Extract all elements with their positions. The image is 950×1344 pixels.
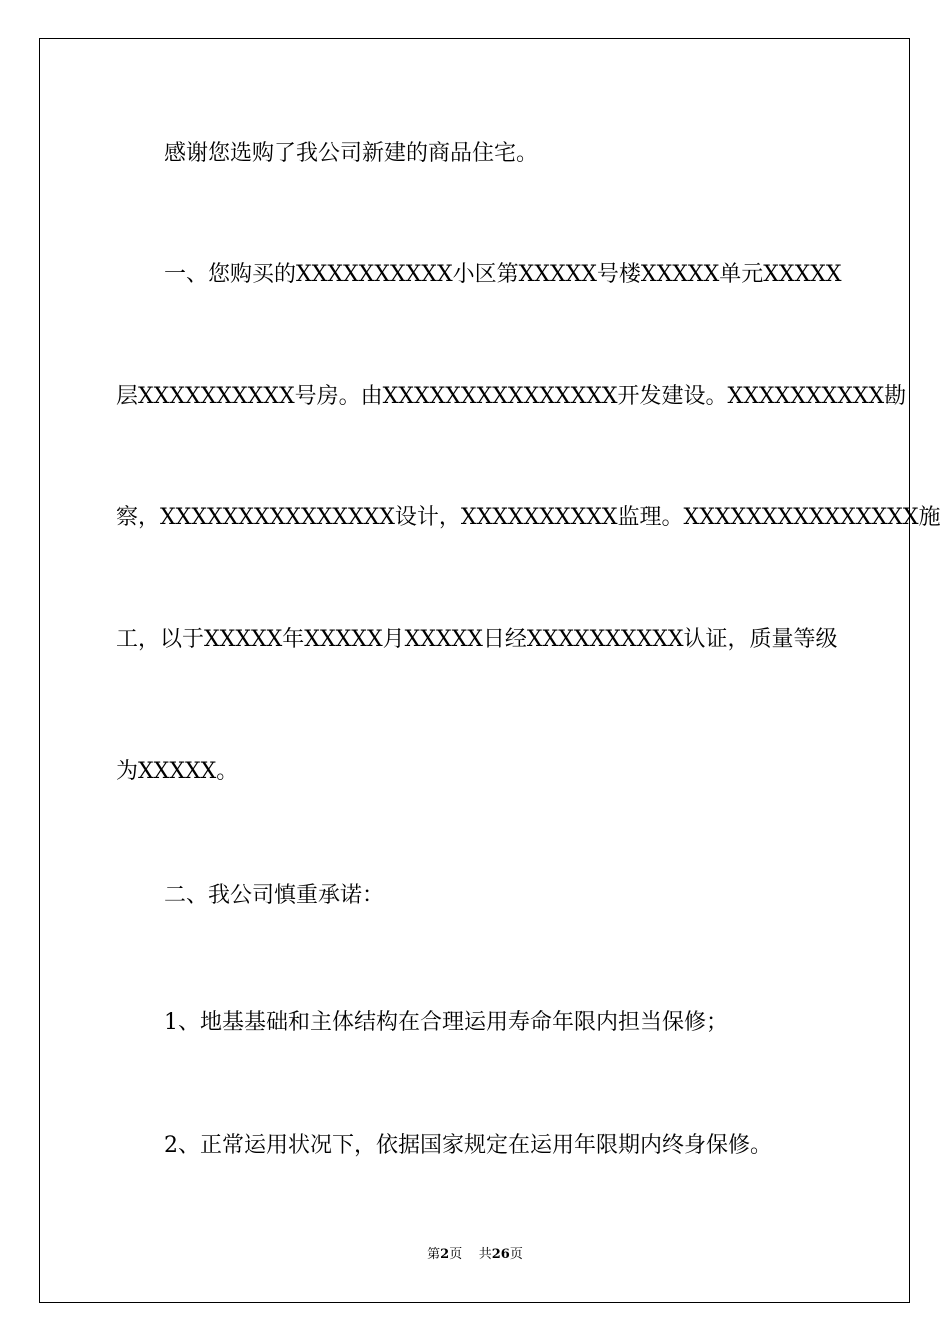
footer-page-suffix: 页	[449, 1247, 463, 1262]
footer-total-prefix: 共	[478, 1247, 492, 1262]
paragraph-1-line-1: 一、您购买的XXXXXXXXXX小区第XXXXX号楼XXXXX单元XXXXX	[164, 262, 842, 287]
paragraph-1-line-3: 察，XXXXXXXXXXXXXXX设计，XXXXXXXXXX监理。XXXXXXXXXXXXXXX施	[116, 505, 941, 530]
paragraph-2-heading: 二、我公司慎重承诺：	[164, 883, 385, 908]
paragraph-1-line-2: 层XXXXXXXXXX号房。由XXXXXXXXXXXXXXX开发建设。XXXXXXXXXX勘	[116, 384, 907, 409]
footer-page-prefix: 第	[427, 1247, 441, 1262]
paragraph-greeting: 感谢您选购了我公司新建的商品住宅。	[164, 141, 539, 166]
list-item-2: 2、正常运用状况下，依据国家规定在运用年限期内终身保修。	[164, 1133, 772, 1158]
footer-total-suffix: 页	[509, 1247, 523, 1262]
footer-page-number: 2	[440, 1247, 450, 1262]
page-border	[39, 38, 941, 1303]
paragraph-1-line-4: 工，以于XXXXX年XXXXX月XXXXX日经XXXXXXXXXX认证，质量等级	[116, 627, 838, 652]
page-footer	[0, 1246, 950, 1264]
list-item-1: 1、地基基础和主体结构在合理运用寿命年限内担当保修；	[164, 1010, 728, 1035]
footer-total-pages: 26	[491, 1247, 510, 1262]
paragraph-1-line-5: 为XXXXX。	[116, 759, 239, 784]
